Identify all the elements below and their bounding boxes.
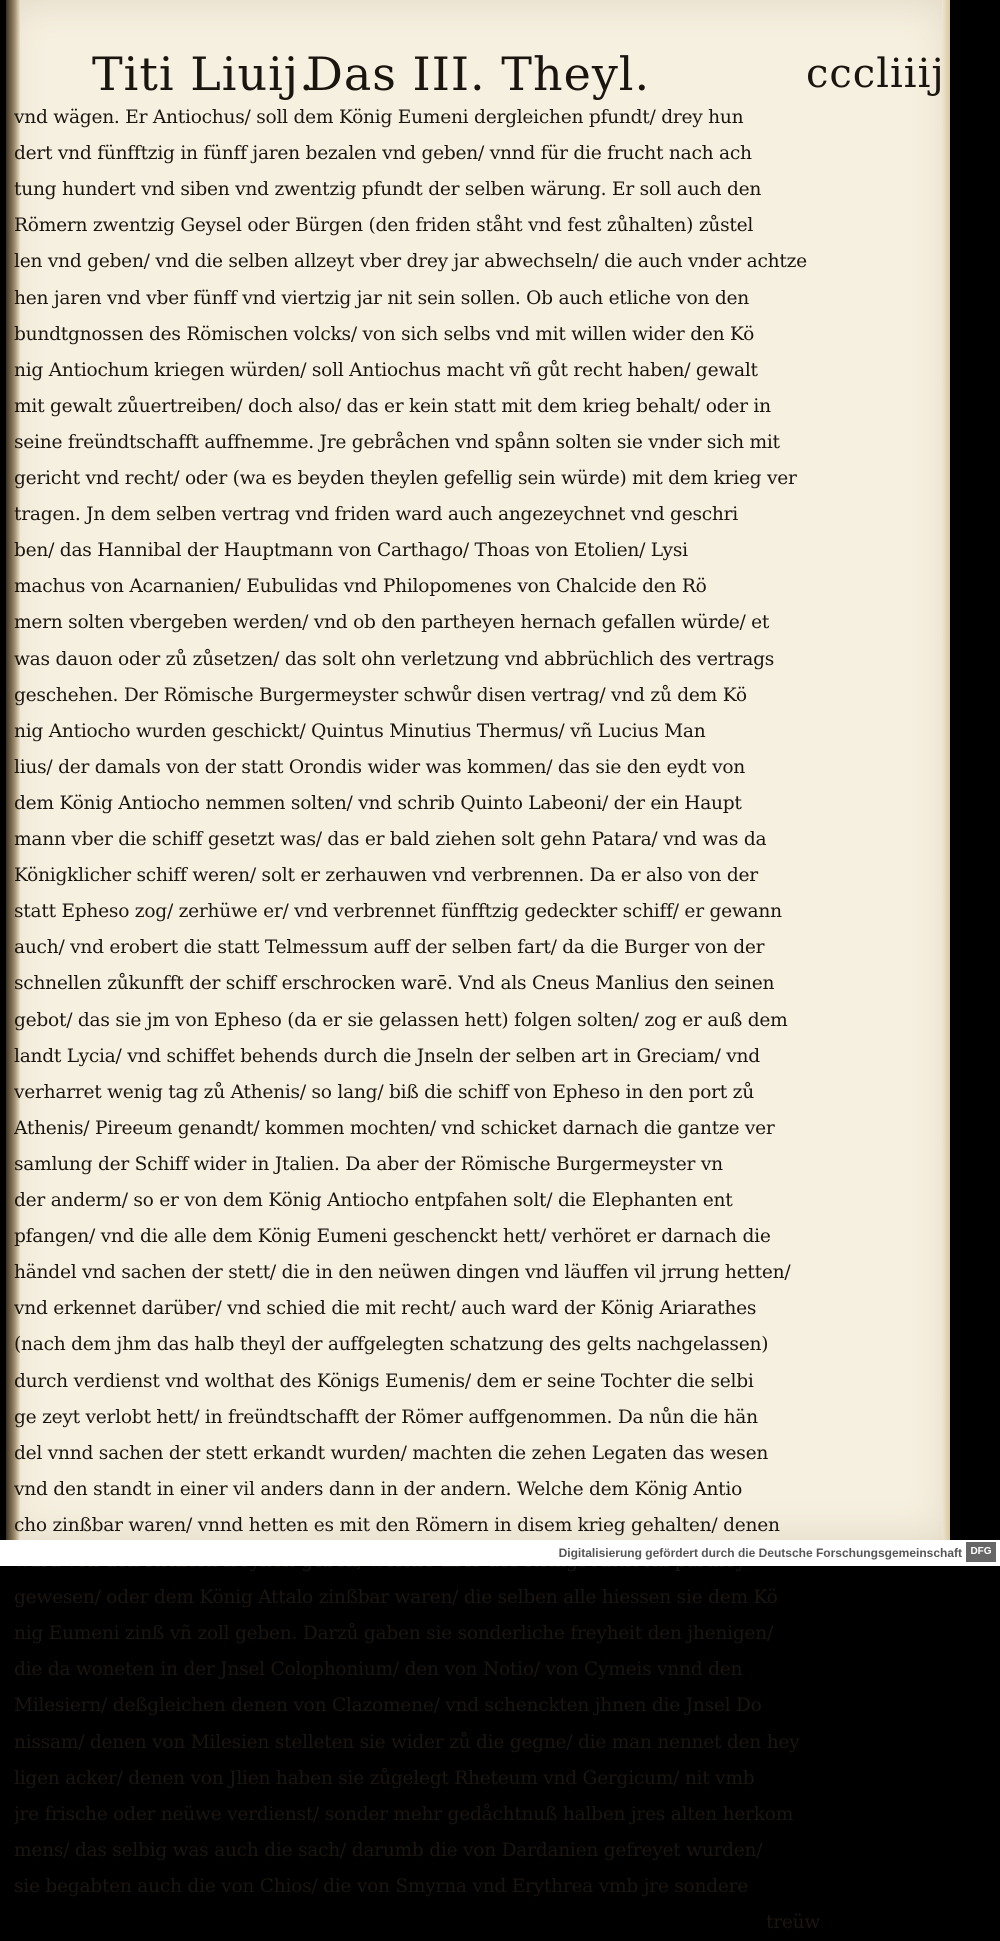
header-part-title: Das III. Theyl. — [306, 47, 651, 101]
text-line: bundtgnossen des Römischen volcks/ von sich selbs vnd mit willen wider den Kö — [14, 323, 755, 345]
text-line: tragen. Jn dem selben vertrag vnd friden ward auch angezeychnet vnd geschri — [14, 504, 738, 526]
text-line: nig Antiocho wurden geschickt/ Quintus Minutius Thermus/ vñ Lucius Man — [14, 720, 706, 742]
text-line: gewesen/ oder dem König Attalo zinßbar waren/ die selben alle hiessen sie dem Kö — [14, 1587, 778, 1609]
text-line: nig Eumeni zinß vñ zoll geben. Darzů gaben sie sonderliche freyheit den jhenigen/ — [14, 1623, 773, 1645]
text-line: vnd wägen. Er Antiochus/ soll dem König Eumeni dergleichen pfundt/ drey hun — [14, 107, 744, 128]
digitization-footer — [0, 1540, 1000, 1566]
text-line: dert vnd fünfftzig in fünff jaren bezalen vnd geben/ vnnd für die frucht nach ach — [14, 143, 752, 165]
text-line: nig Antiochum kriegen würden/ soll Antiochus macht vñ gůt recht haben/ gewalt — [14, 359, 758, 381]
text-line: statt Epheso zog/ zerhüwe er/ vnd verbrennet fünfftzig gedeckter schiff/ er gewann — [14, 901, 782, 923]
funding-credit: Digitalisierung gefördert durch die Deutsche Forschungsgemeinschaft — [558, 1546, 962, 1560]
text-line: mann vber die schiff gesetzt was/ das er bald ziehen solt gehn Patara/ vnd was da — [14, 829, 767, 850]
text-line: mens/ das selbig was auch die sach/ darumb die von Dardanien gefreyet wurden/ — [14, 1839, 763, 1861]
text-line: Athenis/ Pireeum genandt/ kommen mochten/ vnd schicket darnach die gantze ver — [14, 1117, 775, 1139]
text-line: jre frische oder neüwe verdienst/ sonder mehr gedåchtnuß halben jres alten herkom — [14, 1803, 794, 1825]
text-line: nissam/ denen von Milesien stelleten sie wider zů die gegne/ die man nennet den hey — [14, 1731, 800, 1753]
text-line: geschehen. Der Römische Burgermeyster schwůr disen vertrag/ vnd zů dem Kö — [14, 684, 747, 706]
text-line: auch/ vnd erobert die statt Telmessum auff der selben fart/ da die Burger von der — [14, 937, 765, 959]
text-line: pfangen/ vnd die alle dem König Eumeni geschenckt hett/ verhöret er darnach die — [14, 1226, 771, 1248]
text-line: machus von Acarnanien/ Eubulidas vnd Philopomenes von Chalcide den Rö — [14, 576, 707, 598]
text-line: die da woneten in der Jnsel Colophonium/ den von Notio/ von Cymeis vnnd den — [14, 1659, 743, 1681]
text-line: ligen acker/ denen von Jlien haben sie zůgelegt Rheteum vnd Gergicum/ nit vmb — [14, 1767, 755, 1789]
text-line: schnellen zůkunfft der schiff erschrocken warē. Vnd als Cneus Manlius den seinen — [14, 973, 775, 995]
text-line: vnd erkennet darüber/ vnd schied die mit recht/ auch ward der König Ariarathes — [14, 1298, 757, 1320]
dfg-logo: DFG — [966, 1542, 996, 1562]
text-line: mern solten vbergeben werden/ vnd ob den partheyen hernach gefallen würde/ et — [14, 612, 770, 634]
text-line: händel vnd sachen der stett/ die in den neüwen dingen vnd läuffen vil jrrung hetten/ — [14, 1262, 791, 1284]
text-line: verharret wenig tag zů Athenis/ so lang/ biß die schiff von Epheso in den port zů — [14, 1081, 754, 1103]
text-line: del vnnd sachen der stett erkandt wurden/ machten die zehen Legaten das wesen — [14, 1442, 769, 1464]
text-line: (nach dem jhm das halb theyl der auffgelegten schatzung des gelts nachgelassen) — [14, 1334, 769, 1356]
text-line: cho zinßbar waren/ vnnd hetten es mit den Römern in disem krieg gehalten/ denen — [14, 1514, 780, 1536]
text-line: gericht vnd recht/ oder (wa es beyden theylen gefellig sein würde) mit dem krieg ver — [14, 468, 797, 489]
text-line: dem König Antiocho nemmen solten/ vnd schrib Quinto Labeoni/ der ein Haupt — [14, 792, 742, 814]
text-line: ben/ das Hannibal der Hauptmann von Carthago/ Thoas von Etolien/ Lysi — [14, 540, 688, 562]
text-line: lius/ der damals von der statt Orondis wider was kommen/ das sie den eydt von — [14, 756, 745, 778]
text-line: ge zeyt verlobt hett/ in freündtschafft der Römer auffgenommen. Da nůn die hän — [14, 1406, 758, 1428]
text-line: seine freündtschafft auffnemme. Jre gebråchen vnd spånn solten sie vnder sich mit — [14, 431, 780, 453]
text-line: mit gewalt zůuertreiben/ doch also/ das er kein statt mit dem krieg behalt/ oder in — [14, 395, 771, 417]
text-line: vnd den standt in einer vil anders dann in der andern. Welche dem König Antio — [14, 1478, 743, 1500]
text-line: Königklicher schiff weren/ solt er zerhauwen vnd verbrennen. Da er also von der — [14, 865, 758, 887]
catchword: treüw — [766, 1912, 821, 1933]
header-book-title: Titi Liuij. — [92, 47, 315, 101]
text-line: was dauon oder zů zůsetzen/ das solt ohn verletzung vnd abbrüchlich des vertrags — [14, 648, 775, 670]
text-line: len vnd geben/ vnd die selben allzeyt vber drey jar abwechseln/ die auch vnder achtze — [14, 251, 807, 273]
text-line: tung hundert vnd siben vnd zwentzig pfundt der selben wärung. Er soll auch den — [14, 179, 762, 201]
text-line: hen jaren vnd vber fünff vnd viertzig jar nit sein sollen. Ob auch etliche von den — [14, 287, 749, 309]
text-line: Römern zwentzig Geysel oder Bürgen (den friden ståht vnd fest zůhalten) zůstel — [14, 215, 754, 237]
text-line: landt Lycia/ vnd schiffet behends durch die Jnseln der selben art in Greciam/ vnd — [14, 1045, 760, 1067]
text-line: samlung der Schiff wider in Jtalien. Da aber der Römische Burgermeyster vn — [14, 1153, 723, 1175]
page-edge — [942, 0, 950, 1540]
text-line: der anderm/ so er von dem König Antiocho entpfahen solt/ die Elephanten ent — [14, 1190, 733, 1211]
folio-number: cccliiij — [806, 51, 945, 97]
text-line: gebot/ das sie jm von Epheso (da er sie gelassen hett) folgen solten/ zog er auß dem — [14, 1009, 788, 1031]
text-line: durch verdienst vnd wolthat des Königs Eumenis/ dem er seine Tochter die selbi — [14, 1370, 754, 1392]
text-line: Milesiern/ deßgleichen denen von Clazomene/ vnd schenckten jhnen die Jnsel Do — [14, 1695, 762, 1717]
text-line: sie begabten auch die von Chios/ die von Smyrna vnd Erythrea vmb jre sondere — [14, 1875, 749, 1897]
